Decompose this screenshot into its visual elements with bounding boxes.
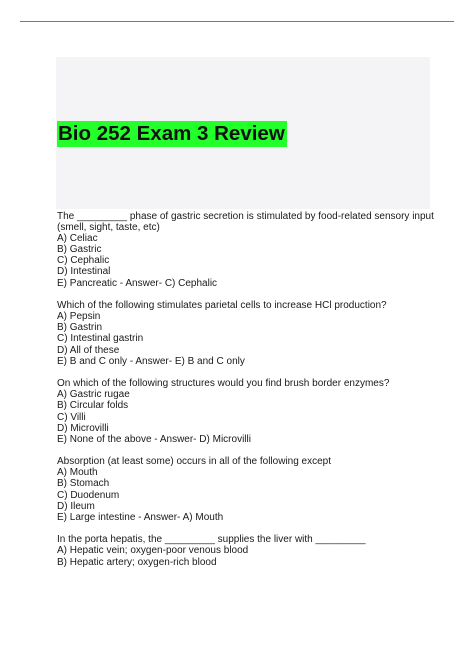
top-divider (20, 21, 454, 22)
answer-option: A) Mouth (57, 467, 98, 479)
answer-option: B) Gastric (57, 244, 102, 256)
answer-option: B) Stomach (57, 478, 110, 490)
answer-option: E) B and C only - Answer- E) B and C only (57, 355, 245, 367)
answer-option: D) Microvilli (57, 422, 109, 434)
answer-option: D) Ileum (57, 500, 95, 512)
answer-option: A) Celiac (57, 233, 98, 245)
question-3 (57, 378, 437, 445)
question-text: The _________ phase of gastric secretion is stimulated by food-related sensory input (smell, sight, taste, etc) (57, 211, 437, 234)
answer-option: E) None of the above - Answer- D) Microvilli (57, 433, 251, 445)
answer-option: B) Circular folds (57, 400, 129, 412)
question-text: Absorption (at least some) occurs in all of the following except (57, 456, 332, 468)
answer-option: E) Pancreatic - Answer- C) Cephalic (57, 277, 218, 289)
answer-option: C) Intestinal gastrin (57, 333, 144, 345)
question-list (57, 211, 437, 579)
question-text: In the porta hepatis, the _________ supplies the liver with _________ (57, 534, 366, 546)
answer-option: C) Cephalic (57, 255, 110, 267)
answer-option: A) Hepatic vein; oxygen-poor venous blood (57, 545, 249, 557)
answer-option: D) Intestinal (57, 266, 111, 278)
answer-option: C) Duodenum (57, 489, 120, 501)
answer-option: B) Gastrin (57, 322, 103, 334)
question-4 (57, 456, 437, 523)
answer-option: B) Hepatic artery; oxygen-rich blood (57, 556, 217, 568)
question-2 (57, 300, 437, 367)
answer-option: C) Villi (57, 411, 86, 423)
answer-option: A) Gastric rugae (57, 389, 130, 401)
question-5 (57, 534, 437, 567)
question-text: On which of the following structures would you find brush border enzymes? (57, 378, 390, 390)
document-title: Bio 252 Exam 3 Review (58, 122, 285, 145)
answer-option: E) Large intestine - Answer- A) Mouth (57, 511, 224, 523)
question-text: Which of the following stimulates parietal cells to increase HCl production? (57, 300, 387, 312)
answer-option: A) Pepsin (57, 311, 101, 323)
question-1 (57, 211, 437, 289)
answer-option: D) All of these (57, 344, 120, 356)
